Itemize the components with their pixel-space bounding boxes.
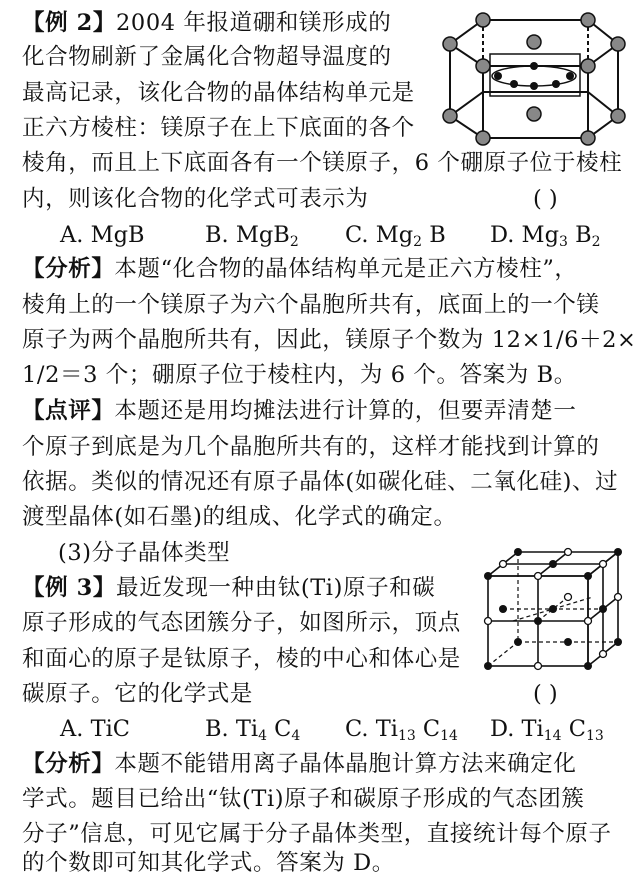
option-letter: B. xyxy=(205,222,236,248)
formula-text: MgB xyxy=(90,222,145,248)
formula-text: C xyxy=(561,716,586,742)
example3-line-3: 和面心的原子是钛原子，棱的中心和体心是 xyxy=(22,646,461,672)
analysis2-tag: 【 分析 】 xyxy=(22,256,114,282)
formula-text: C xyxy=(415,716,441,742)
option-letter: C. xyxy=(345,716,376,742)
option-letter: C. xyxy=(345,222,376,248)
example2-option-b xyxy=(205,218,299,252)
example2-tag: 【 例 2 】 xyxy=(22,10,116,36)
analysis3-line-1: 【 分析 】 本题不能错用离子晶体晶胞计算方法来确定化 xyxy=(22,747,576,781)
formula-subscript: 2 xyxy=(413,234,423,250)
formula-text: Mg xyxy=(521,222,559,248)
formula-subscript: 2 xyxy=(591,234,601,250)
example3-line-4: 碳原子。它的化学式是 xyxy=(22,681,254,707)
example3-option-c xyxy=(345,712,458,746)
analysis3-tag: 【 分析 】 xyxy=(22,751,114,777)
formula-text: B xyxy=(567,222,592,248)
formula-subscript: 4 xyxy=(258,728,267,744)
comment-line-3: 依据。类似的情况还有原子晶体(如碳化硅、二氧化硅)、过 xyxy=(22,469,619,495)
cube-cluster-figure xyxy=(478,546,628,671)
example2-option-c xyxy=(345,218,446,252)
formula-text: TiC xyxy=(90,716,130,742)
example2-option-a xyxy=(60,218,145,252)
formula-subscript: 14 xyxy=(440,728,458,744)
example3-option-b xyxy=(205,712,300,746)
example2-line-5: 棱角，而且上下底面各有一个镁原子，6 个硼原子位于棱柱 xyxy=(22,150,623,176)
section-heading: (3)分子晶体类型 xyxy=(58,540,231,566)
example3-line-2: 原子形成的气态团簇分子，如图所示，顶点 xyxy=(22,610,461,636)
example2-option-d xyxy=(490,218,601,252)
example3-line-1: 【 例 3 】 最近发现一种由钛(Ti)原子和碳 xyxy=(22,571,435,605)
formula-subscript: 2 xyxy=(289,234,299,250)
example3-option-a xyxy=(60,712,130,746)
example2-answer-paren: ( ) xyxy=(533,186,558,212)
example3-answer-paren: ( ) xyxy=(533,681,558,707)
option-letter: B. xyxy=(205,716,236,742)
comment-line-1: 【 点评 】 本题还是用均摊法进行计算的，但要弄清楚一 xyxy=(22,394,576,428)
example2-line-6: 内，则该化合物的化学式可表示为 xyxy=(22,186,369,212)
formula-text: Ti xyxy=(235,716,259,742)
formula-text: Ti xyxy=(375,716,398,742)
option-letter: D. xyxy=(490,716,522,742)
example2-line-3: 最高记录，该化合物的晶体结构单元是 xyxy=(22,80,415,106)
comment-line-2: 个原子到底是为几个晶胞所共有的，这样才能找到计算的 xyxy=(22,434,600,460)
formula-subscript: 14 xyxy=(543,728,562,744)
option-letter: A. xyxy=(60,716,91,742)
example2-line-2: 化合物刷新了金属化合物超导温度的 xyxy=(22,44,392,70)
comment-tag: 【 点评 】 xyxy=(22,398,114,424)
formula-text: Mg xyxy=(375,222,414,248)
analysis3-line-4: 的个数即可知其化学式。答案为 D。 xyxy=(22,850,395,876)
analysis3-line-2: 学式。题目已给出“钛(Ti)原子和碳原子形成的气态团簇 xyxy=(22,786,585,812)
analysis2-line-2: 棱角上的一个镁原子为六个晶胞所共有，底面上的一个镁 xyxy=(22,292,600,318)
analysis3-line-3: 分子”信息，可见它属于分子晶体类型，直接统计每个原子 xyxy=(22,821,612,847)
formula-text: B xyxy=(422,222,446,248)
analysis2-line-4: 1/2＝3 个；硼原子位于棱柱内，为 6 个。答案为 B。 xyxy=(22,362,577,388)
formula-text: MgB xyxy=(235,222,290,248)
hexagonal-prism-figure xyxy=(438,6,628,151)
option-letter: A. xyxy=(60,222,91,248)
example2-line-1: 【 例 2 】 2004 年报道硼和镁形成的 xyxy=(22,6,391,40)
formula-text: C xyxy=(266,716,292,742)
formula-subscript: 13 xyxy=(585,728,604,744)
analysis2-line-1: 【 分析 】 本题“化合物的晶体结构单元是正六方棱柱”， xyxy=(22,252,578,286)
example3-option-d xyxy=(490,712,604,746)
formula-subscript: 4 xyxy=(291,728,301,744)
formula-subscript: 13 xyxy=(397,728,416,744)
formula-text: Ti xyxy=(521,716,544,742)
option-letter: D. xyxy=(490,222,522,248)
comment-line-4: 渡型晶体(如石墨)的组成、化学式的确定。 xyxy=(22,504,457,530)
example2-line-4: 正六方棱柱：镁原子在上下底面的各个 xyxy=(22,115,415,141)
analysis2-line-3: 原子为两个晶胞所共有，因此，镁原子个数为 12×1/6＋2× xyxy=(22,327,637,353)
example3-tag: 【 例 3 】 xyxy=(22,575,116,601)
formula-subscript: 3 xyxy=(559,234,568,250)
